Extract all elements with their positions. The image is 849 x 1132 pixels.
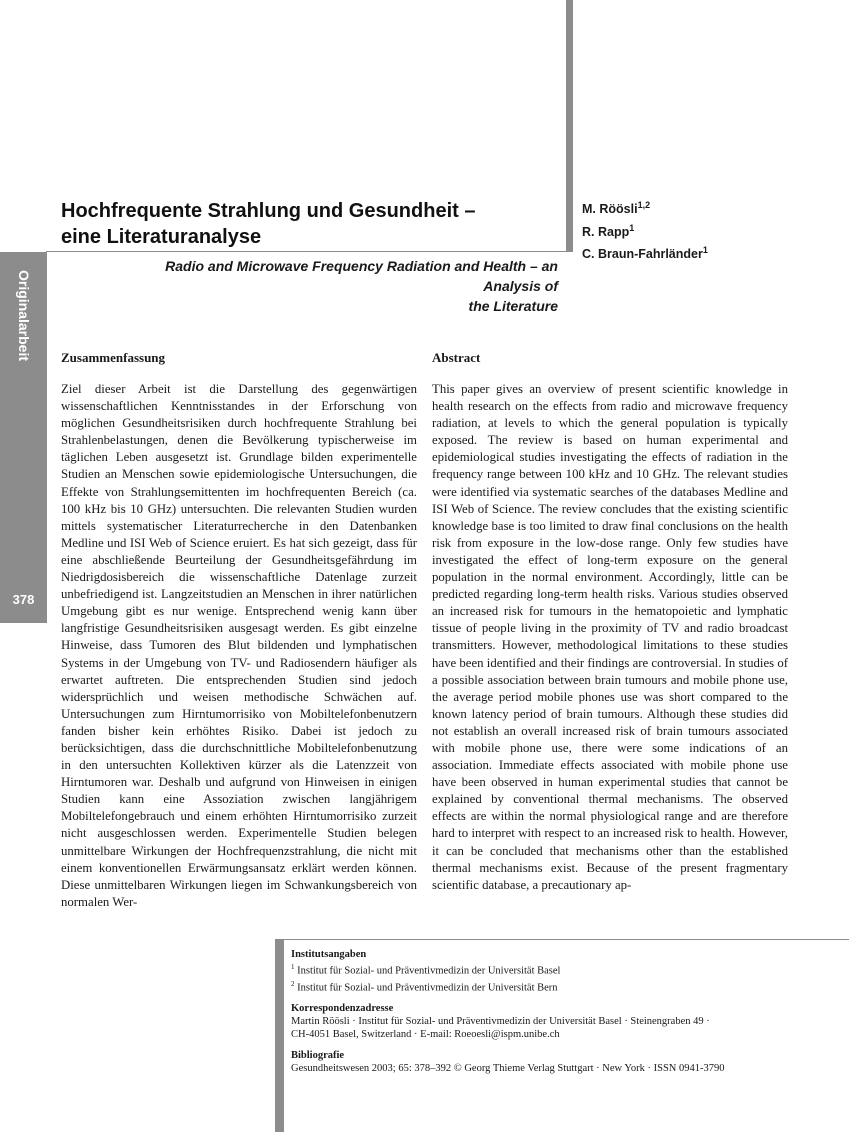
author-2: R. Rapp$^1$ — [582, 222, 635, 239]
title-line-2: eine Literaturanalyse — [61, 226, 262, 248]
english-title — [110, 256, 558, 316]
zusammenfassung-text: Ziel dieser Arbeit ist die Darstellung des gegenwärtigen wissenschaftlichen Kenntnisstandes in der Erforschung von möglichen Gesundheitsrisiken durch hochfrequente Strahlung bei Strahlenbelastungen, denen die Bevölkerung typischerweise im täglichen Leben ausgesetzt ist. Grundlage bilden experimentelle Studien an Menschen sowie epidemiologische Untersuchungen, die Effekte von Strahlungsemittenten im hochfrequenten Bereich (ca. 100 kHz bis 10 GHz) untersuchten. Die relevanten Studien wurden mittels systematischer Literaturrecherche in den Datenbanken Medline und ISI Web of Science eruiert. Es hat sich gezeigt, dass für eine abschließende Beurteilung der Gesundheitsgefährdung im Niedrigdosisbereich die wissenschaftliche Datenlage zurzeit unbefriedigend ist. Langzeitstudien an Menschen in ihrer natürlichen Umgebung gibt es nur wenige. Entsprechend wenig kann über langfristige Gesundheitsrisiken ausgesagt werden. Es gibt einzelne Hinweise, dass Tumoren des Blut bildenden und lymphatischen Systems in der Umgebung von TV- und Radiosendern häufiger als erwartet auftreten. Die entsprechenden Studien sind jedoch widersprüchlich und weisen methodische Schwächen auf. Untersuchungen zum Hirntumorrisiko von Mobiltelefonbenutzern fanden bisher kein erhöhtes Risiko. Dabei ist jedoch zu berücksichtigen, dass die durchschnittliche Mobiltelefonbenutzung in den untersuchten Kollektiven kürzer als die Latenzzeit von Hirntumoren war. Deshalb und aufgrund von Hinweisen in einigen Studien kann eine Assoziation zwischen langjährigem Mobiltelefongebrauch und einem erhöhten Hirntumorrisiko zurzeit nicht ausgeschlossen werden. Experimentelle Studien belegen unmittelbare Wirkungen der Hochfrequenzstrahlung, die nicht mit einem konventionellen Erwärmungsansatz erklärt werden können. Diese unmittelbaren Wirkungen liegen im Schwankungsbereich von normalen Wer- — [61, 382, 417, 909]
korrespondenz-line-2: CH-4051 Basel, Switzerland · E-mail: Roeoesli@ispm.unibe.ch — [291, 1029, 560, 1040]
page-number: 378 — [12, 592, 35, 607]
english-title-line-1: Radio and Microwave Frequency Radiation and Health – an Analysis of — [165, 258, 558, 294]
korrespondenz-block — [291, 1002, 831, 1041]
section-label-text: Originalarbeit — [15, 270, 32, 362]
institut-heading: Institutsangaben — [291, 949, 367, 960]
bibliografie-block — [291, 1049, 831, 1075]
zusammenfassung-column — [61, 350, 417, 911]
info-box-rule — [284, 939, 849, 940]
korrespondenz-heading: Korrespondenzadresse — [291, 1003, 394, 1014]
author-3: C. Braun-Fahrländer$^1$ — [582, 245, 708, 262]
info-box-bar — [275, 939, 284, 1132]
header-vertical-bar — [566, 0, 573, 252]
section-label — [0, 270, 47, 370]
title-rule — [46, 251, 568, 252]
author-list — [582, 196, 708, 264]
zusammenfassung-heading: Zusammenfassung — [61, 350, 166, 365]
english-title-line-2: the Literature — [468, 298, 558, 314]
info-box — [291, 948, 831, 1083]
title-line-1: Hochfrequente Strahlung und Gesundheit – — [61, 200, 476, 222]
author-1: M. Röösli$^{1,2}$ — [582, 200, 651, 217]
korrespondenz-line-1: Martin Röösli · Institut für Sozial- und Präventivmedizin der Universität Basel · Steinengraben 49 · — [291, 1016, 710, 1027]
abstract-heading: Abstract — [432, 350, 481, 365]
institut-block — [291, 948, 831, 994]
institut-2: $^2$ Institut für Sozial- und Präventivmedizin der Universität Bern — [291, 979, 558, 993]
abstract-text: This paper gives an overview of present scientific knowledge in health research on the effects from radio and microwave frequency radiation, at levels to which the general population is typically exposed. The review is based on human experimental and epidemiological studies investigating the effects of radiation in the frequency range between 100 kHz and 10 GHz. The relevant studies were identified via systematic searches of the databases Medline and ISI Web of Science. The review concludes that the existing scientific knowledge base is too limited to draw final conclusions on the health risk from exposure in the low-dose range. Only few studies have investigated the effect of long-term exposure on the general population in the normal environment. Accordingly, little can be predicted regarding long-term health risks. Various studies observed an increased risk for tumours in the hematopoietic and lymphatic tissue of people living in the proximity of TV and radio broadcast transmitters. However, methodological limitations to these studies have been identified and their findings are controversial. In studies of a possible association between brain tumours and mobile phone use, the average period mobile phones use was short compared to the known latency period of brain tumours. Although these studies did not establish an overall increased risk of brain tumours associated with mobile phone use, there were some indications of an association. Immediate effects associated with mobile phone use have been observed in human experimental studies that cannot be explained by conventional thermal mechanisms. The observed effects are within the normal physiological range and are therefore hard to interpret with respect to an increased risk to health. However, it can be concluded that mechanisms other than the established thermal mechanisms exist. Because of the present fragmentary scientific database, a precautionary ap- — [432, 382, 788, 892]
bibliografie-text: Gesundheitswesen 2003; 65: 378–392 © Georg Thieme Verlag Stuttgart · New York · ISSN 0941-3790 — [291, 1063, 725, 1074]
bibliografie-heading: Bibliografie — [291, 1050, 345, 1061]
article-title — [61, 198, 561, 250]
abstract-column — [432, 350, 788, 894]
institut-1: $^1$ Institut für Sozial- und Präventivmedizin der Universität Basel — [291, 963, 561, 977]
